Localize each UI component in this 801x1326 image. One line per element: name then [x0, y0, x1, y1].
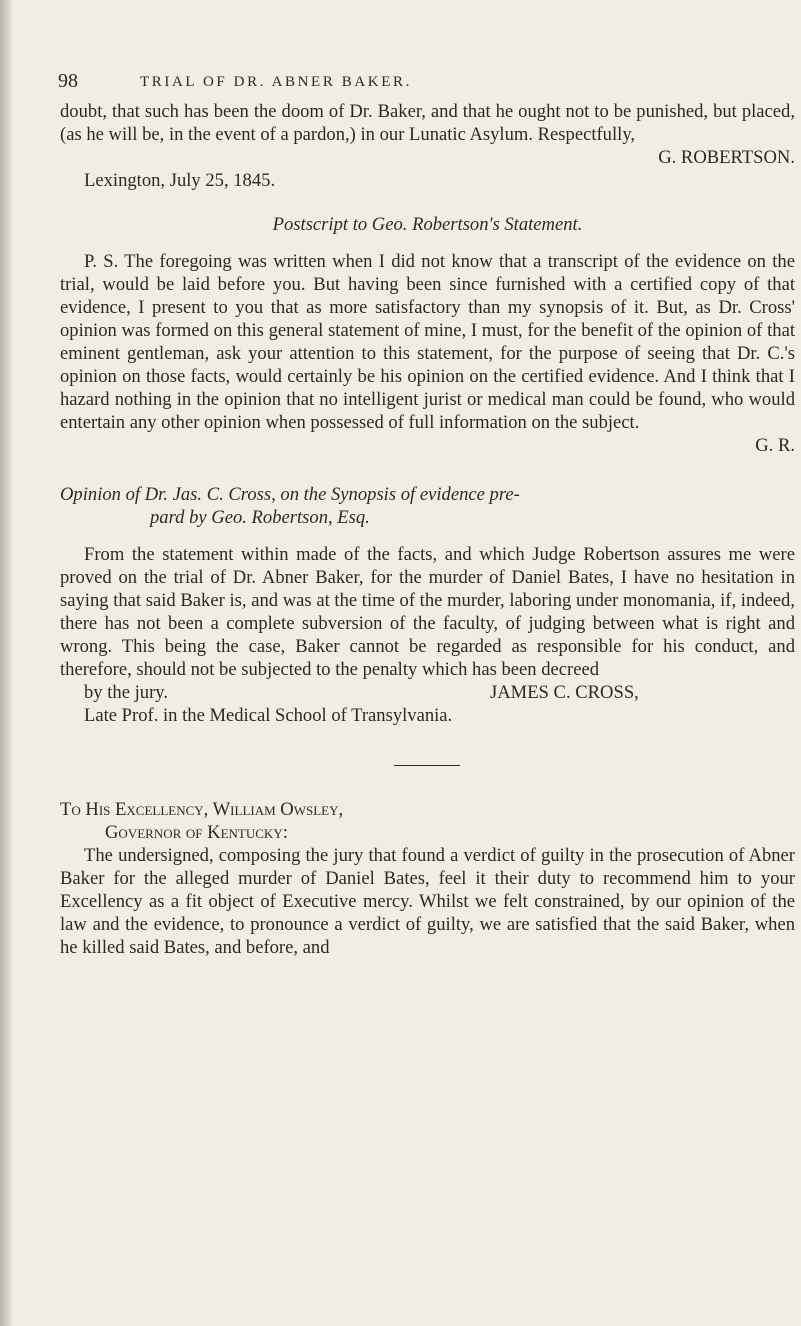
letter-place-date: Lexington, July 25, 1845. — [84, 170, 276, 191]
postscript-body: P. S. The foregoing was written when I did not know that a transcript of the evidence on the trial, would be laid before you. But having been since furnished with a certified copy of that evidence, I present to you that as more satisfactory than my synopsis of it. But, as Dr. Cross' opinion was formed on this general statement of mine, I must, for the benefit of the opinion of that eminent gentleman, ask your attention to this statement, for the purpose of seeing that Dr. C.'s opinion on those facts, would certainly be his opinion on the certified evidence. And I think that I hazard nothing in the opinion that no intelligent jurist or medical man could be found, who would entertain any other opinion when possessed of full information on the subject. — [60, 251, 795, 433]
section-divider — [394, 765, 460, 766]
opinion-heading — [60, 483, 795, 529]
page-header — [60, 60, 801, 100]
opinion-last-line: by the jury. — [84, 682, 168, 703]
opinion-heading-line1: Opinion of Dr. Jas. C. Cross, on the Synopsis of evidence pre- — [60, 484, 520, 505]
opinion-heading-line2: pard by Geo. Robertson, Esq. — [150, 507, 370, 528]
petition-body: The undersigned, composing the jury that found a verdict of guilty in the prosecution of Abner Baker for the alleged murder of Daniel Bates, feel it their duty to recommend him to your Excellency as a fit object of Executive mercy. Whilst we felt constrained, by our opinion of the law and the evidence, to pronounce a verdict of guilty, we are satisfied that the said Baker, when he killed said Bates, and before, and — [60, 845, 795, 958]
letter-body: doubt, that such has been the doom of Dr. Baker, and that he ought not to be punished, but placed, (as he will be, in the event of a pardon,) in our Lunatic Asylum. Respectfully, — [60, 101, 795, 145]
opinion-signature-line — [60, 681, 795, 704]
letter-signature: G. ROBERTSON. — [658, 147, 795, 168]
opinion-body: From the statement within made of the facts, and which Judge Robertson assures me were proved on the trial of Dr. Abner Baker, for the murder of Daniel Bates, I have no hesitation in saying that said Baker is, and was at the time of the murder, laboring under monomania, if, indeed, there has not been a complete subversion of the faculty, of judging between what is right and wrong. This being the case, Baker cannot be regarded as responsible for his conduct, and therefore, should not be subjected to the penalty which has been decreed — [60, 544, 795, 680]
petition-addressee-line2: Governor of Kentucky: — [105, 822, 288, 843]
opinion-affiliation: Late Prof. in the Medical School of Transylvania. — [84, 705, 453, 726]
running-head: TRIAL OF DR. ABNER BAKER. — [140, 74, 412, 90]
page-number: 98 — [58, 70, 78, 92]
opinion-signature: JAMES C. CROSS, — [490, 682, 639, 703]
postscript-signature: G. R. — [755, 435, 795, 456]
postscript-heading: Postscript to Geo. Robertson's Statement. — [272, 214, 583, 235]
petition-addressee-line1: To His Excellency, William Owsley, — [60, 799, 344, 820]
